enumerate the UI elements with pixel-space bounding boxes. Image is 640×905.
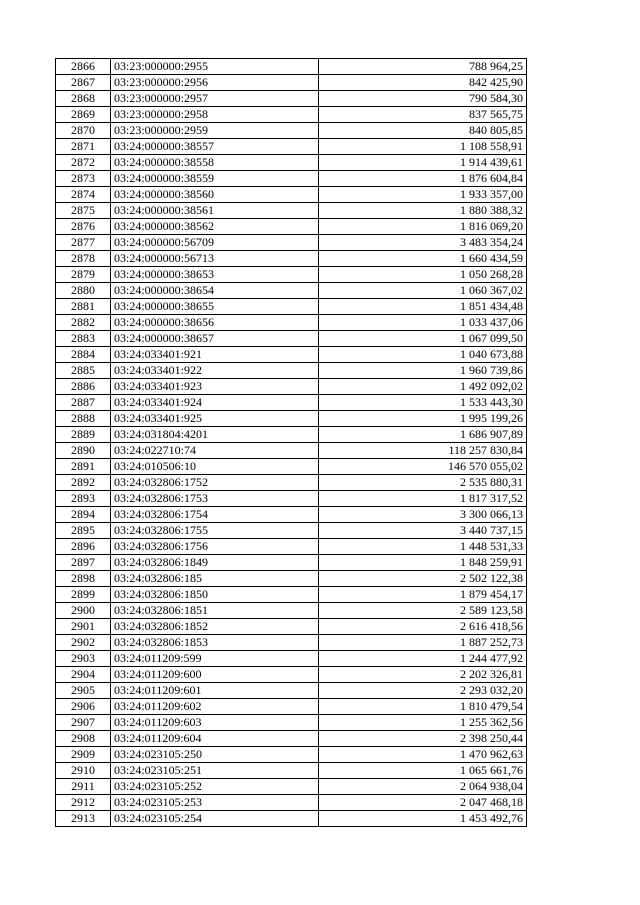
cadastral-value: 1 040 673,88 — [319, 347, 527, 363]
cadastral-number: 03:24:023105:253 — [111, 795, 319, 811]
table-row — [56, 491, 527, 507]
cadastral-value: 118 257 830,84 — [319, 443, 527, 459]
table-row — [56, 811, 527, 827]
cadastral-value: 1 887 252,73 — [319, 635, 527, 651]
cadastral-value: 1 492 092,02 — [319, 379, 527, 395]
row-number: 2908 — [56, 731, 111, 747]
cadastral-value: 2 535 880,31 — [319, 475, 527, 491]
table-body — [56, 59, 527, 827]
table-row — [56, 555, 527, 571]
row-number: 2885 — [56, 363, 111, 379]
cadastral-value: 1 033 437,06 — [319, 315, 527, 331]
table-row — [56, 187, 527, 203]
table-row — [56, 395, 527, 411]
cadastral-value: 1 848 259,91 — [319, 555, 527, 571]
row-number: 2896 — [56, 539, 111, 555]
table-row — [56, 667, 527, 683]
cadastral-number: 03:24:000000:38656 — [111, 315, 319, 331]
row-number: 2903 — [56, 651, 111, 667]
cadastral-value: 1 960 739,86 — [319, 363, 527, 379]
cadastral-number: 03:24:033401:923 — [111, 379, 319, 395]
row-number: 2887 — [56, 395, 111, 411]
table-row — [56, 411, 527, 427]
cadastral-number: 03:24:023105:250 — [111, 747, 319, 763]
cadastral-number: 03:24:032806:1850 — [111, 587, 319, 603]
cadastral-number: 03:24:023105:252 — [111, 779, 319, 795]
cadastral-value: 1 108 558,91 — [319, 139, 527, 155]
cadastral-value-table — [55, 58, 527, 827]
table-row — [56, 75, 527, 91]
cadastral-value: 790 584,30 — [319, 91, 527, 107]
row-number: 2877 — [56, 235, 111, 251]
cadastral-number: 03:23:000000:2955 — [111, 59, 319, 75]
cadastral-number: 03:24:032806:1753 — [111, 491, 319, 507]
row-number: 2883 — [56, 331, 111, 347]
table-row — [56, 171, 527, 187]
table-row — [56, 635, 527, 651]
table-row — [56, 235, 527, 251]
cadastral-number: 03:24:032806:1851 — [111, 603, 319, 619]
table-row — [56, 91, 527, 107]
row-number: 2868 — [56, 91, 111, 107]
cadastral-value: 1 448 531,33 — [319, 539, 527, 555]
cadastral-value: 1 914 439,61 — [319, 155, 527, 171]
cadastral-number: 03:24:000000:38655 — [111, 299, 319, 315]
cadastral-value: 842 425,90 — [319, 75, 527, 91]
table-row — [56, 731, 527, 747]
cadastral-value: 1 060 367,02 — [319, 283, 527, 299]
cadastral-number: 03:24:023105:251 — [111, 763, 319, 779]
table-row — [56, 155, 527, 171]
cadastral-number: 03:24:033401:921 — [111, 347, 319, 363]
cadastral-number: 03:24:011209:602 — [111, 699, 319, 715]
row-number: 2906 — [56, 699, 111, 715]
table-row — [56, 107, 527, 123]
row-number: 2890 — [56, 443, 111, 459]
row-number: 2870 — [56, 123, 111, 139]
cadastral-value: 2 293 032,20 — [319, 683, 527, 699]
cadastral-number: 03:24:011209:600 — [111, 667, 319, 683]
row-number: 2866 — [56, 59, 111, 75]
row-number: 2882 — [56, 315, 111, 331]
row-number: 2893 — [56, 491, 111, 507]
cadastral-value: 2 589 123,58 — [319, 603, 527, 619]
row-number: 2889 — [56, 427, 111, 443]
cadastral-value: 3 483 354,24 — [319, 235, 527, 251]
table-row — [56, 651, 527, 667]
table-row — [56, 59, 527, 75]
cadastral-number: 03:23:000000:2959 — [111, 123, 319, 139]
cadastral-value: 2 616 418,56 — [319, 619, 527, 635]
row-number: 2905 — [56, 683, 111, 699]
cadastral-value: 1 533 443,30 — [319, 395, 527, 411]
cadastral-value: 2 398 250,44 — [319, 731, 527, 747]
cadastral-number: 03:24:023105:254 — [111, 811, 319, 827]
row-number: 2878 — [56, 251, 111, 267]
table-row — [56, 795, 527, 811]
table-row — [56, 747, 527, 763]
table-row — [56, 475, 527, 491]
table-row — [56, 379, 527, 395]
row-number: 2901 — [56, 619, 111, 635]
cadastral-number: 03:24:032806:185 — [111, 571, 319, 587]
cadastral-number: 03:24:011209:601 — [111, 683, 319, 699]
row-number: 2899 — [56, 587, 111, 603]
cadastral-number: 03:24:000000:38562 — [111, 219, 319, 235]
table-row — [56, 603, 527, 619]
cadastral-value: 1 067 099,50 — [319, 331, 527, 347]
row-number: 2909 — [56, 747, 111, 763]
table-row — [56, 363, 527, 379]
cadastral-value: 840 805,85 — [319, 123, 527, 139]
cadastral-value: 1 050 268,28 — [319, 267, 527, 283]
row-number: 2869 — [56, 107, 111, 123]
row-number: 2867 — [56, 75, 111, 91]
cadastral-value: 2 047 468,18 — [319, 795, 527, 811]
row-number: 2876 — [56, 219, 111, 235]
cadastral-number: 03:24:032806:1853 — [111, 635, 319, 651]
cadastral-number: 03:24:033401:922 — [111, 363, 319, 379]
table-row — [56, 283, 527, 299]
cadastral-number: 03:24:000000:38653 — [111, 267, 319, 283]
row-number: 2886 — [56, 379, 111, 395]
cadastral-value: 1 810 479,54 — [319, 699, 527, 715]
cadastral-number: 03:24:000000:38561 — [111, 203, 319, 219]
cadastral-number: 03:23:000000:2958 — [111, 107, 319, 123]
cadastral-value: 1 880 388,32 — [319, 203, 527, 219]
cadastral-value: 1 995 199,26 — [319, 411, 527, 427]
cadastral-value: 1 879 454,17 — [319, 587, 527, 603]
table-row — [56, 299, 527, 315]
table-row — [56, 347, 527, 363]
table-row — [56, 219, 527, 235]
table-row — [56, 539, 527, 555]
row-number: 2880 — [56, 283, 111, 299]
table-row — [56, 571, 527, 587]
cadastral-number: 03:24:000000:38559 — [111, 171, 319, 187]
table-row — [56, 619, 527, 635]
table-row — [56, 699, 527, 715]
row-number: 2871 — [56, 139, 111, 155]
row-number: 2891 — [56, 459, 111, 475]
cadastral-number: 03:24:000000:38657 — [111, 331, 319, 347]
table-row — [56, 779, 527, 795]
cadastral-value: 837 565,75 — [319, 107, 527, 123]
cadastral-value: 3 440 737,15 — [319, 523, 527, 539]
table-row — [56, 267, 527, 283]
cadastral-value: 1 933 357,00 — [319, 187, 527, 203]
cadastral-number: 03:24:032806:1849 — [111, 555, 319, 571]
cadastral-number: 03:24:031804:4201 — [111, 427, 319, 443]
cadastral-value: 788 964,25 — [319, 59, 527, 75]
cadastral-value: 146 570 055,02 — [319, 459, 527, 475]
cadastral-value: 1 255 362,56 — [319, 715, 527, 731]
cadastral-number: 03:24:000000:38654 — [111, 283, 319, 299]
cadastral-number: 03:24:000000:38558 — [111, 155, 319, 171]
row-number: 2898 — [56, 571, 111, 587]
cadastral-number: 03:24:010506:10 — [111, 459, 319, 475]
table-row — [56, 763, 527, 779]
row-number: 2884 — [56, 347, 111, 363]
row-number: 2888 — [56, 411, 111, 427]
cadastral-number: 03:24:011209:599 — [111, 651, 319, 667]
cadastral-number: 03:24:000000:56713 — [111, 251, 319, 267]
cadastral-number: 03:24:000000:56709 — [111, 235, 319, 251]
cadastral-value: 1 660 434,59 — [319, 251, 527, 267]
table-row — [56, 251, 527, 267]
cadastral-number: 03:24:000000:38557 — [111, 139, 319, 155]
cadastral-value: 1 817 317,52 — [319, 491, 527, 507]
row-number: 2900 — [56, 603, 111, 619]
row-number: 2904 — [56, 667, 111, 683]
cadastral-value: 1 816 069,20 — [319, 219, 527, 235]
cadastral-number: 03:24:032806:1756 — [111, 539, 319, 555]
row-number: 2897 — [56, 555, 111, 571]
cadastral-value: 1 876 604,84 — [319, 171, 527, 187]
cadastral-number: 03:24:032806:1752 — [111, 475, 319, 491]
cadastral-value: 2 064 938,04 — [319, 779, 527, 795]
row-number: 2895 — [56, 523, 111, 539]
cadastral-number: 03:24:022710:74 — [111, 443, 319, 459]
cadastral-number: 03:24:011209:603 — [111, 715, 319, 731]
cadastral-value: 1 453 492,76 — [319, 811, 527, 827]
cadastral-value: 1 244 477,92 — [319, 651, 527, 667]
table-row — [56, 507, 527, 523]
row-number: 2910 — [56, 763, 111, 779]
table-row — [56, 523, 527, 539]
table-row — [56, 123, 527, 139]
table-row — [56, 203, 527, 219]
table-row — [56, 427, 527, 443]
cadastral-number: 03:24:033401:924 — [111, 395, 319, 411]
cadastral-number: 03:24:032806:1852 — [111, 619, 319, 635]
cadastral-number: 03:23:000000:2957 — [111, 91, 319, 107]
row-number: 2892 — [56, 475, 111, 491]
table-row — [56, 587, 527, 603]
cadastral-value: 1 686 907,89 — [319, 427, 527, 443]
cadastral-number: 03:24:000000:38560 — [111, 187, 319, 203]
row-number: 2874 — [56, 187, 111, 203]
row-number: 2894 — [56, 507, 111, 523]
cadastral-number: 03:24:033401:925 — [111, 411, 319, 427]
table-row — [56, 683, 527, 699]
row-number: 2879 — [56, 267, 111, 283]
cadastral-number: 03:24:011209:604 — [111, 731, 319, 747]
row-number: 2911 — [56, 779, 111, 795]
row-number: 2872 — [56, 155, 111, 171]
row-number: 2873 — [56, 171, 111, 187]
cadastral-value: 2 502 122,38 — [319, 571, 527, 587]
cadastral-value: 3 300 066,13 — [319, 507, 527, 523]
table-row — [56, 443, 527, 459]
table-row — [56, 331, 527, 347]
table-row — [56, 315, 527, 331]
cadastral-number: 03:24:032806:1754 — [111, 507, 319, 523]
cadastral-value: 1 065 661,76 — [319, 763, 527, 779]
cadastral-value: 2 202 326,81 — [319, 667, 527, 683]
table-row — [56, 715, 527, 731]
table-row — [56, 139, 527, 155]
row-number: 2881 — [56, 299, 111, 315]
cadastral-value: 1 470 962,63 — [319, 747, 527, 763]
row-number: 2907 — [56, 715, 111, 731]
row-number: 2912 — [56, 795, 111, 811]
cadastral-number: 03:24:032806:1755 — [111, 523, 319, 539]
cadastral-value: 1 851 434,48 — [319, 299, 527, 315]
row-number: 2913 — [56, 811, 111, 827]
cadastral-number: 03:23:000000:2956 — [111, 75, 319, 91]
table-row — [56, 459, 527, 475]
row-number: 2875 — [56, 203, 111, 219]
row-number: 2902 — [56, 635, 111, 651]
